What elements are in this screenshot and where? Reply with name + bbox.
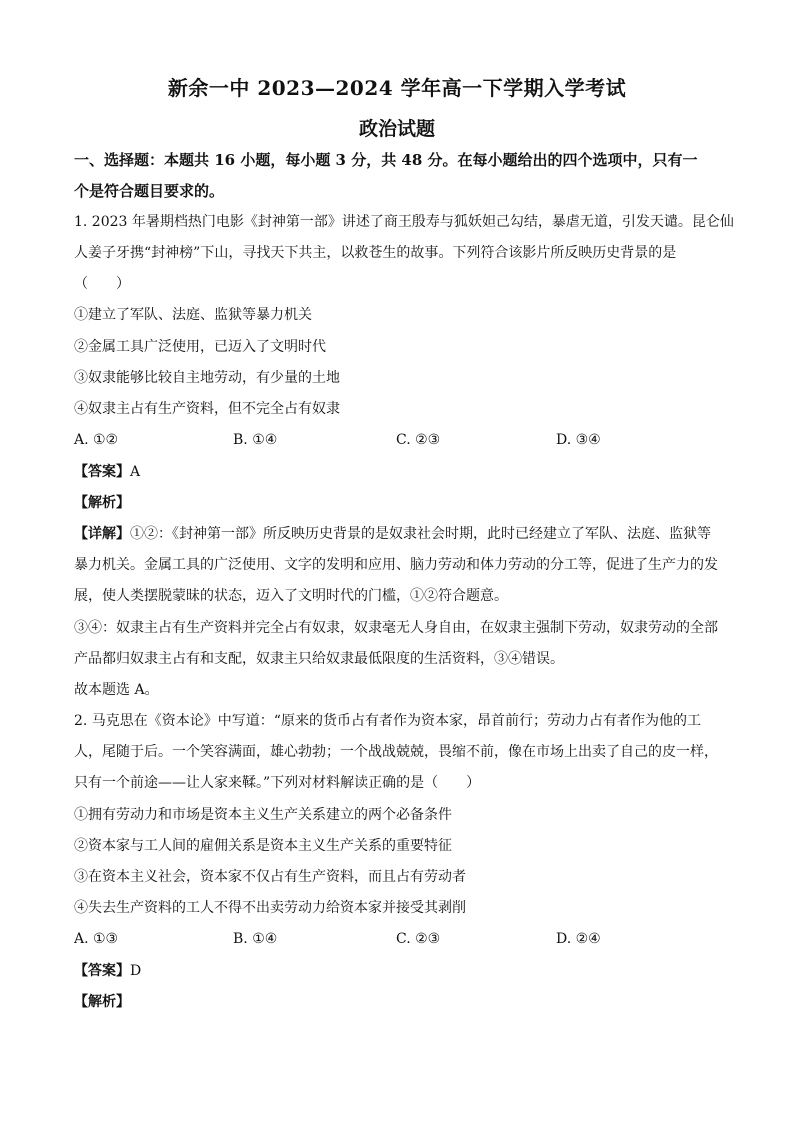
q1-detail-line-4: ③④：奴隶主占有生产资料并完全占有奴隶，奴隶毫无人身自由，在奴隶主强制下劳动，奴隶劳动的全部: [74, 620, 718, 636]
q2-item-4: ④失去生产资料的工人不得不出卖劳动力给资本家并接受其剥削: [74, 900, 466, 916]
q2-option-a: A. ①③: [74, 931, 119, 947]
q2-option-c: C. ②③: [396, 931, 441, 947]
q1-item-3: ③奴隶能够比较自主地劳动，有少量的土地: [74, 370, 340, 386]
page-subtitle: 政治试题: [358, 118, 435, 140]
q1-detail-line-2: 暴力机关。金属工具的广泛使用、文字的发明和应用、脑力劳动和体力劳动的分工等，促进了生产力的发: [74, 557, 718, 573]
q1-option-d: D. ③④: [556, 432, 601, 448]
q2-stem-line-3: 只有一个前途——让人家来鞣。”下列对材料解读正确的是（ ）: [74, 775, 481, 791]
q2-item-3: ③在资本主义社会，资本家不仅占有生产资料，而且占有劳动者: [74, 869, 466, 885]
q1-detail-line-1: 【详解】①②：《封神第一部》所反映历史背景的是奴隶社会时期，此时已经建立了军队、法庭、监狱等: [74, 526, 711, 542]
q2-answer: [74, 961, 722, 981]
q1-item-2: ②金属工具广泛使用，已迈入了文明时代: [74, 339, 326, 355]
q1-analysis-tag: 【解析】: [74, 495, 130, 511]
q1-item-1: ①建立了军队、法庭、监狱等暴力机关: [74, 307, 312, 323]
q1-option-c: C. ②③: [396, 432, 441, 448]
q1-answer: [74, 462, 722, 482]
q1-answer-tag: 【答案】: [74, 464, 130, 480]
q2-option-b: B. ①④: [233, 931, 278, 947]
section-heading-line-2: 个是符合题目要求的。: [74, 182, 225, 200]
q2-analysis-tag: 【解析】: [74, 994, 130, 1010]
q1-answer-value: A: [130, 464, 141, 480]
q2-answer-tag: 【答案】: [74, 963, 130, 979]
page-title: 新余一中 2023—2024 学年高一下学期入学考试: [167, 76, 627, 100]
q1-option-b: B. ①④: [233, 432, 278, 448]
section-heading-line-1: 一、选择题：本题共 16 小题，每小题 3 分，共 48 分。在每小题给出的四个选项中，只有一: [74, 151, 698, 169]
q1-detail-tag: 【详解】: [74, 526, 130, 542]
q1-stem-line-3: （ ）: [74, 276, 130, 292]
q1-detail-line-3: 展，使人类摆脱蒙昧的状态，迈入了文明时代的门槛，①②符合题意。: [74, 588, 508, 604]
q1-stem-line-1: 1. 2023 年暑期档热门电影《封神第一部》讲述了商王殷寿与狐妖妲己勾结，暴虐无道，引发天谴。昆仑仙: [74, 214, 734, 230]
q2-item-2: ②资本家与工人间的雇佣关系是资本主义生产关系的重要特征: [74, 838, 452, 854]
q2-answer-value: D: [130, 963, 142, 979]
q1-detail-line-5: 产品都归奴隶主占有和支配，奴隶主只给奴隶最低限度的生活资料，③④错误。: [74, 651, 564, 667]
q1-stem-line-2: 人姜子牙携“封神榜”下山，寻找天下共主，以救苍生的故事。下列符合该影片所反映历史背景的是: [74, 245, 677, 261]
q2-stem-line-2: 人，尾随于后。一个笑容满面，雄心勃勃；一个战战兢兢，畏缩不前，像在市场上出卖了自己的皮一样，: [74, 744, 718, 760]
q2-stem-line-1: 2. 马克思在《资本论》中写道：“原来的货币占有者作为资本家，昂首前行；劳动力占有者作为他的工: [74, 713, 701, 729]
q1-item-4: ④奴隶主占有生产资料，但不完全占有奴隶: [74, 401, 340, 417]
q2-item-1: ①拥有劳动力和市场是资本主义生产关系建立的两个必备条件: [74, 807, 452, 823]
q1-conclusion: 故本题选 A。: [74, 682, 159, 698]
q2-option-d: D. ②④: [556, 931, 601, 947]
q1-option-a: A. ①②: [74, 432, 119, 448]
